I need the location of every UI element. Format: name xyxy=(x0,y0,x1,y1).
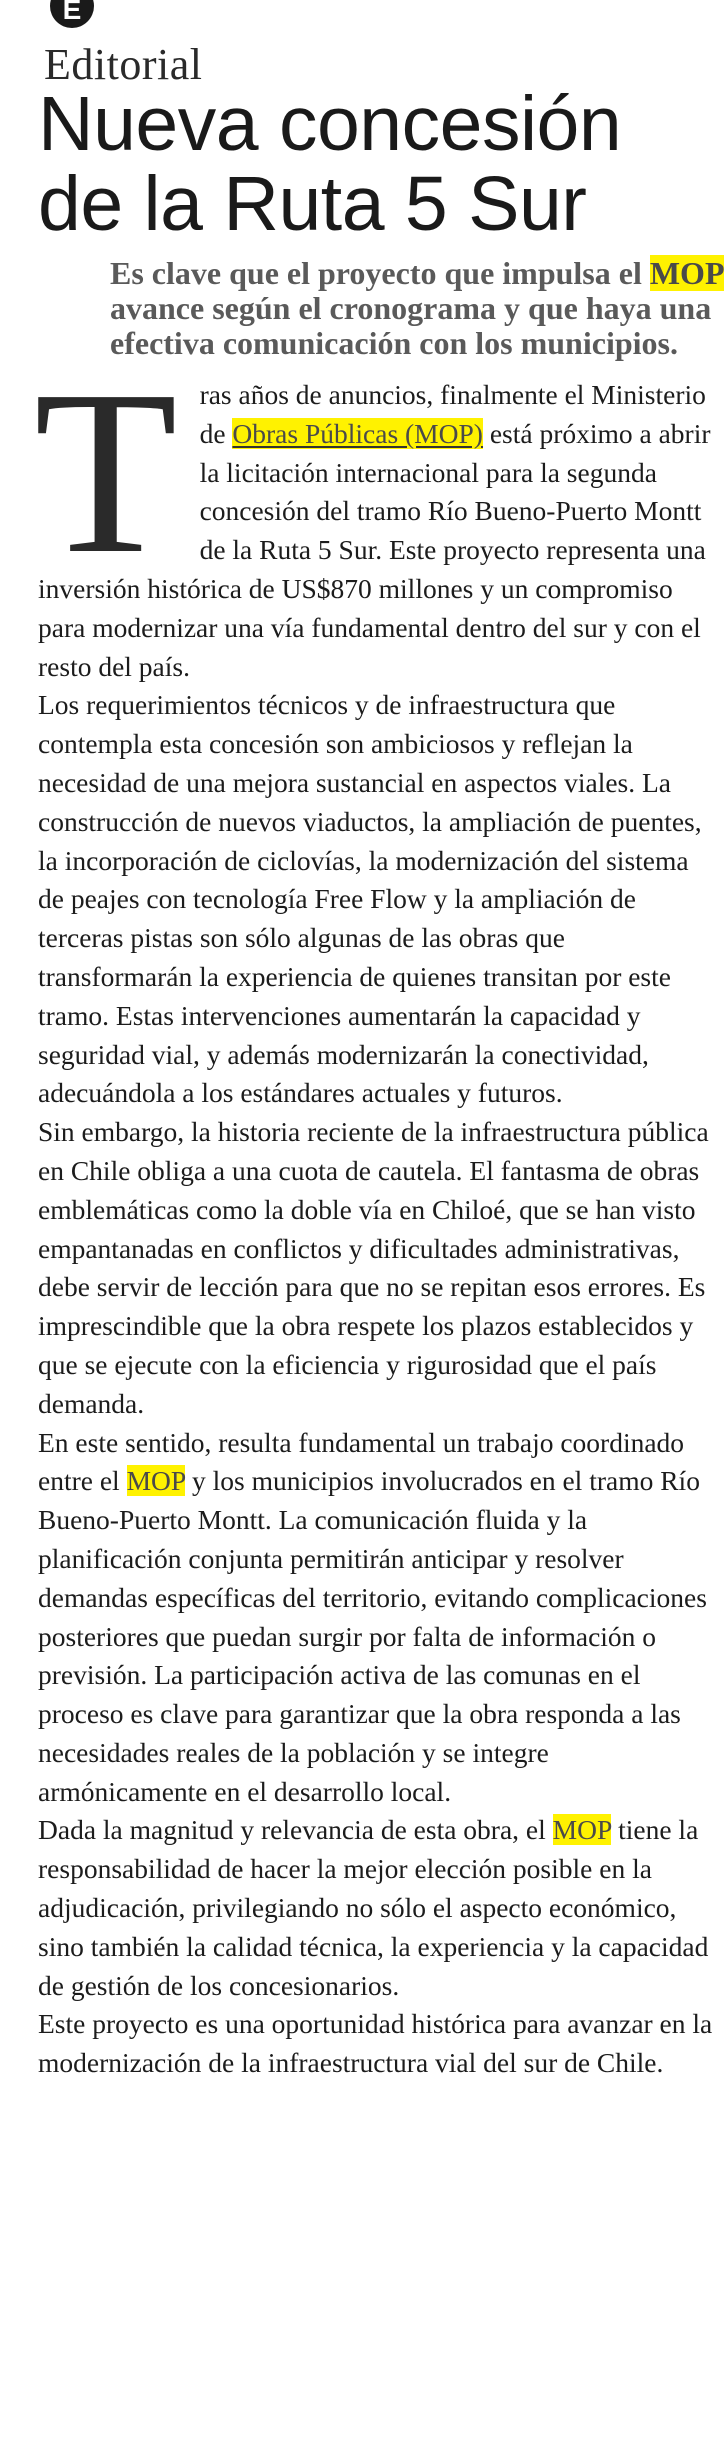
p4-text-b: y los municipios involucrados en el tramo Río Bueno-Puerto Montt. La comunicación fluida y la planificación conjunta permitirán anticipar y resolver demandas específicas del territorio, evitando complicaciones posteriores que puedan surgir por falta de información o previsión. La participación activa de las comunas en el proceso es clave para garantizar que la obra responda a las necesidades reales de la población y se integre armónicamente en el desarrollo local. xyxy=(38,1465,707,1807)
paragraph-6: Este proyecto es una oportunidad histórica para avanzar en la modernización de la infraestructura vial del sur de Chile. xyxy=(38,2008,713,2079)
p4-text-a: En este sentido, resulta fundamental un trabajo coordinado entre el xyxy=(38,1426,685,1497)
headline-line-2: de la Ruta 5 Sur xyxy=(38,161,587,247)
p5-text-a: Dada la magnitud y relevancia de esta obra, el xyxy=(38,1814,553,1846)
p5-text-b: tiene la responsabilidad de hacer la mejor elección posible en la adjudicación, privilegiando no sólo el aspecto económico, sino también la calidad técnica, la experiencia y la capacidad de gestión de los concesionarios. xyxy=(38,1814,709,2001)
p1-text-b: está próximo a abrir la licitación internacional para la segunda concesión del tramo Río Bueno-Puerto Montt de la Ruta 5 Sur. Este proyecto representa una inversión histórica de US$870 millones y un compromiso para modernizar una vía fundamental dentro del sur y con el resto del país. xyxy=(38,417,711,682)
highlight-mop: MOP xyxy=(649,255,725,291)
subhead-text: Es clave que el proyecto que impulsa el xyxy=(110,255,650,291)
paragraph-4 xyxy=(38,1424,718,1812)
drop-cap: T xyxy=(34,342,178,602)
headline-line-1: Nueva concesión xyxy=(38,81,622,167)
subhead-line-3: efectiva comunicación con los municipios. xyxy=(110,325,678,361)
highlight-mop: MOP xyxy=(552,1814,612,1846)
subhead-line-2: avance según el cronograma y que haya una xyxy=(110,290,712,326)
p1-text-a: ras años de anuncios, finalmente el Ministerio de xyxy=(199,379,706,449)
paragraph-2: Los requerimientos técnicos y de infraestructura que contempla esta concesión son ambiciosos y reflejan la necesidad de una mejora sustancial en aspectos viales. La construcción de nuevos viaductos, la ampliación de puentes, la incorporación de ciclovías, la modernización del sistema de peajes con tecnología Free Flow y la ampliación de terceras pistas son sólo algunas de las obras que transformarán la experiencia de quienes transitan por este tramo. Estas intervenciones aumentarán la capacidad y seguridad vial, y además modernizarán la conectividad, adecuándola a los estándares actuales y futuros. xyxy=(38,689,702,1109)
section-badge: E xyxy=(50,0,94,28)
subheadline xyxy=(110,255,725,361)
highlight-obras-publicas: Obras Públicas (MOP) xyxy=(232,417,483,449)
paragraph-5 xyxy=(38,1811,718,2005)
subhead-line-1 xyxy=(110,255,725,291)
section-label: Editorial xyxy=(44,40,203,89)
paragraph-3: Sin embargo, la historia reciente de la infraestructura pública en Chile obliga a una cuota de cautela. El fantasma de obras emblemáticas como la doble vía en Chiloé, que se han visto empantanadas en conflictos y dificultades administrativas, debe servir de lección para que no se repitan esos errores. Es imprescindible que la obra respete los plazos establecidos y que se ejecute con la eficiencia y rigurosidad que el país demanda. xyxy=(38,1116,709,1419)
highlight-mop: MOP xyxy=(126,1465,186,1497)
headline xyxy=(38,81,718,247)
